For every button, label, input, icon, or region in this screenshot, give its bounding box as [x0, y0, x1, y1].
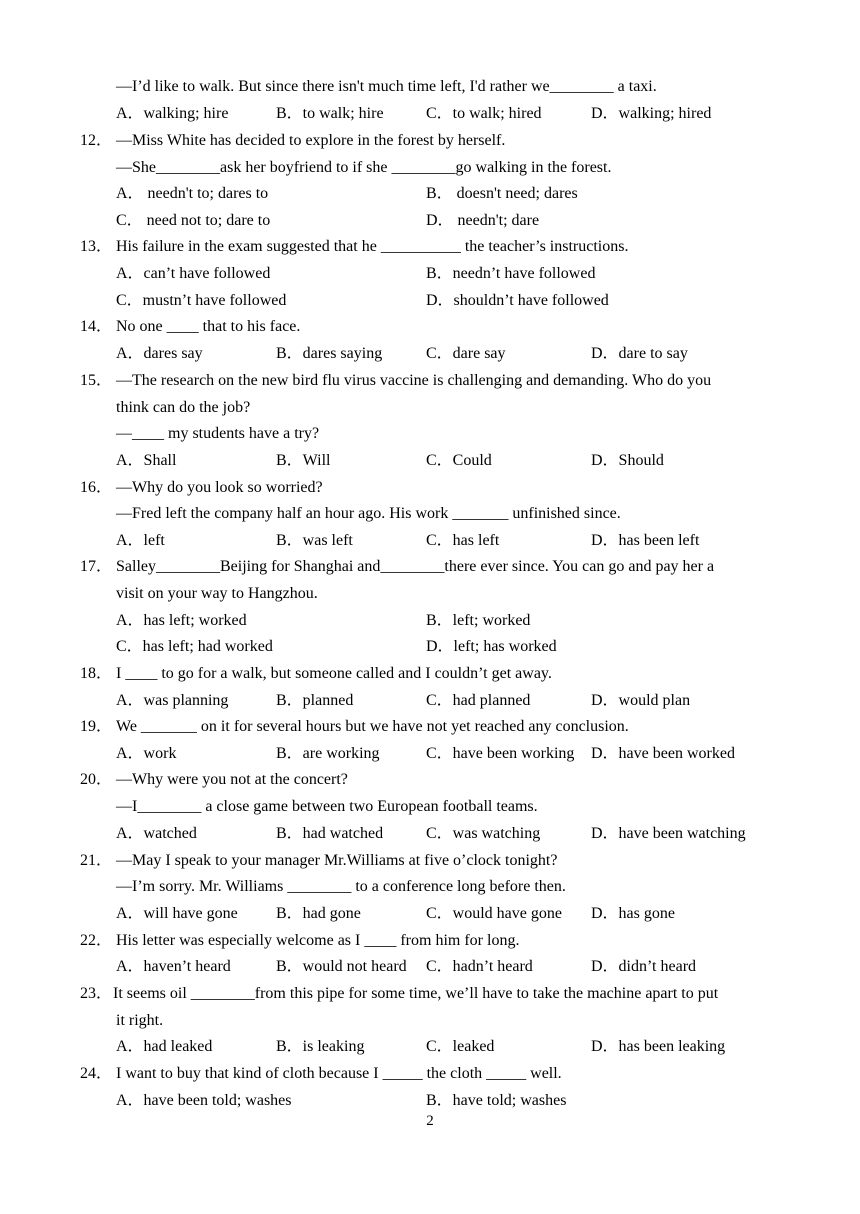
page-number: 2	[426, 1113, 434, 1129]
answer-option: A．will have gone	[116, 905, 238, 922]
answer-option: D．have been worked	[591, 745, 735, 762]
question-text: —She________ask her boyfriend to if she ________go walking in the forest.	[116, 159, 612, 176]
answer-option: D．have been watching	[591, 825, 746, 842]
answer-option: B．to walk; hire	[276, 105, 384, 122]
question-text: —Miss White has decided to explore in the forest by herself.	[116, 132, 506, 149]
answer-option: D．would plan	[591, 692, 691, 709]
question-text: His letter was especially welcome as I ____ from him for long.	[116, 932, 520, 949]
answer-option: B．planned	[276, 692, 354, 709]
answer-option: C． need not to; dare to	[116, 212, 271, 229]
question-number: 12．	[80, 132, 113, 149]
question-text: —Why were you not at the concert?	[116, 771, 348, 788]
question-text: think can do the job?	[116, 399, 251, 416]
answer-option: B． doesn't need; dares	[426, 185, 578, 202]
question-text: it right.	[116, 1012, 164, 1029]
answer-option: B．left; worked	[426, 612, 531, 629]
answer-option: C．has left	[426, 532, 500, 549]
answer-option: A．watched	[116, 825, 197, 842]
answer-option: C．to walk; hired	[426, 105, 542, 122]
answer-option: C．would have gone	[426, 905, 562, 922]
answer-option: C．hadn’t heard	[426, 958, 533, 975]
question-number: 22．	[80, 932, 113, 949]
question-text: —I’m sorry. Mr. Williams ________ to a conference long before then.	[116, 878, 566, 895]
answer-option: A．work	[116, 745, 177, 762]
answer-option: B．would not heard	[276, 958, 407, 975]
answer-option: D．Should	[591, 452, 664, 469]
answer-option: C．has left; had worked	[116, 638, 273, 655]
answer-option: C．was watching	[426, 825, 541, 842]
answer-option: A．can’t have followed	[116, 265, 271, 282]
answer-option: C．have been working	[426, 745, 575, 762]
question-text: —____ my students have a try?	[116, 425, 320, 442]
answer-option: B．had watched	[276, 825, 384, 842]
question-text: No one ____ that to his face.	[116, 318, 301, 335]
answer-option: A．walking; hire	[116, 105, 229, 122]
question-number: 14．	[80, 318, 113, 335]
answer-option: B．had gone	[276, 905, 361, 922]
answer-option: A．was planning	[116, 692, 229, 709]
answer-option: D．dare to say	[591, 345, 688, 362]
question-text: His failure in the exam suggested that he __________ the teacher’s instructions.	[116, 238, 629, 255]
answer-option: D．shouldn’t have followed	[426, 292, 609, 309]
answer-option: A．have been told; washes	[116, 1092, 292, 1109]
question-text: visit on your way to Hangzhou.	[116, 585, 318, 602]
answer-option: C．Could	[426, 452, 492, 469]
answer-option: A．Shall	[116, 452, 177, 469]
question-number: 21．	[80, 852, 113, 869]
answer-option: B．is leaking	[276, 1038, 365, 1055]
answer-option: B．was left	[276, 532, 353, 549]
answer-option: B．Will	[276, 452, 331, 469]
question-number: 19．	[80, 718, 113, 735]
question-text: We _______ on it for several hours but we have not yet reached any conclusion.	[116, 718, 629, 735]
answer-option: A．dares say	[116, 345, 203, 362]
question-text: —I________ a close game between two European football teams.	[116, 798, 538, 815]
answer-option: B．are working	[276, 745, 380, 762]
answer-option: B．needn’t have followed	[426, 265, 596, 282]
question-text: —May I speak to your manager Mr.Williams at five o’clock tonight?	[116, 852, 558, 869]
answer-option: C．dare say	[426, 345, 506, 362]
question-text: I want to buy that kind of cloth because I _____ the cloth _____ well.	[116, 1065, 562, 1082]
question-number: 16．	[80, 479, 113, 496]
answer-option: B．have told; washes	[426, 1092, 567, 1109]
answer-option: B．dares saying	[276, 345, 383, 362]
question-number: 13．	[80, 238, 113, 255]
answer-option: A．has left; worked	[116, 612, 247, 629]
question-number: 24．	[80, 1065, 113, 1082]
answer-option: D．didn’t heard	[591, 958, 697, 975]
answer-option: D．has been leaking	[591, 1038, 726, 1055]
answer-option: D．has been left	[591, 532, 700, 549]
answer-option: C．leaked	[426, 1038, 495, 1055]
answer-option: C．had planned	[426, 692, 531, 709]
answer-option: A．haven’t heard	[116, 958, 231, 975]
question-text: —I’d like to walk. But since there isn't much time left, I'd rather we________ a taxi.	[116, 78, 657, 95]
answer-option: D． needn't; dare	[426, 212, 540, 229]
question-text: —Fred left the company half an hour ago. His work _______ unfinished since.	[116, 505, 621, 522]
question-number: 17．	[80, 558, 113, 575]
question-number: 15．	[80, 372, 113, 389]
question-text: I ____ to go for a walk, but someone called and I couldn’t get away.	[116, 665, 552, 682]
question-number: 18．	[80, 665, 113, 682]
answer-option: A．left	[116, 532, 165, 549]
question-text: —Why do you look so worried?	[116, 479, 323, 496]
answer-option: A． needn't to; dares to	[116, 185, 269, 202]
answer-option: D．has gone	[591, 905, 675, 922]
question-text: It seems oil ________from this pipe for some time, we’ll have to take the machine apart to put	[113, 985, 719, 1002]
question-number: 23．	[80, 985, 113, 1002]
question-number: 20．	[80, 771, 113, 788]
question-text: Salley________Beijing for Shanghai and________there ever since. You can go and pay her a	[116, 558, 715, 575]
answer-option: D．left; has worked	[426, 638, 557, 655]
answer-option: D．walking; hired	[591, 105, 712, 122]
answer-option: C．mustn’t have followed	[116, 292, 287, 309]
answer-option: A．had leaked	[116, 1038, 213, 1055]
question-text: —The research on the new bird flu virus vaccine is challenging and demanding. Who do you	[116, 372, 712, 389]
